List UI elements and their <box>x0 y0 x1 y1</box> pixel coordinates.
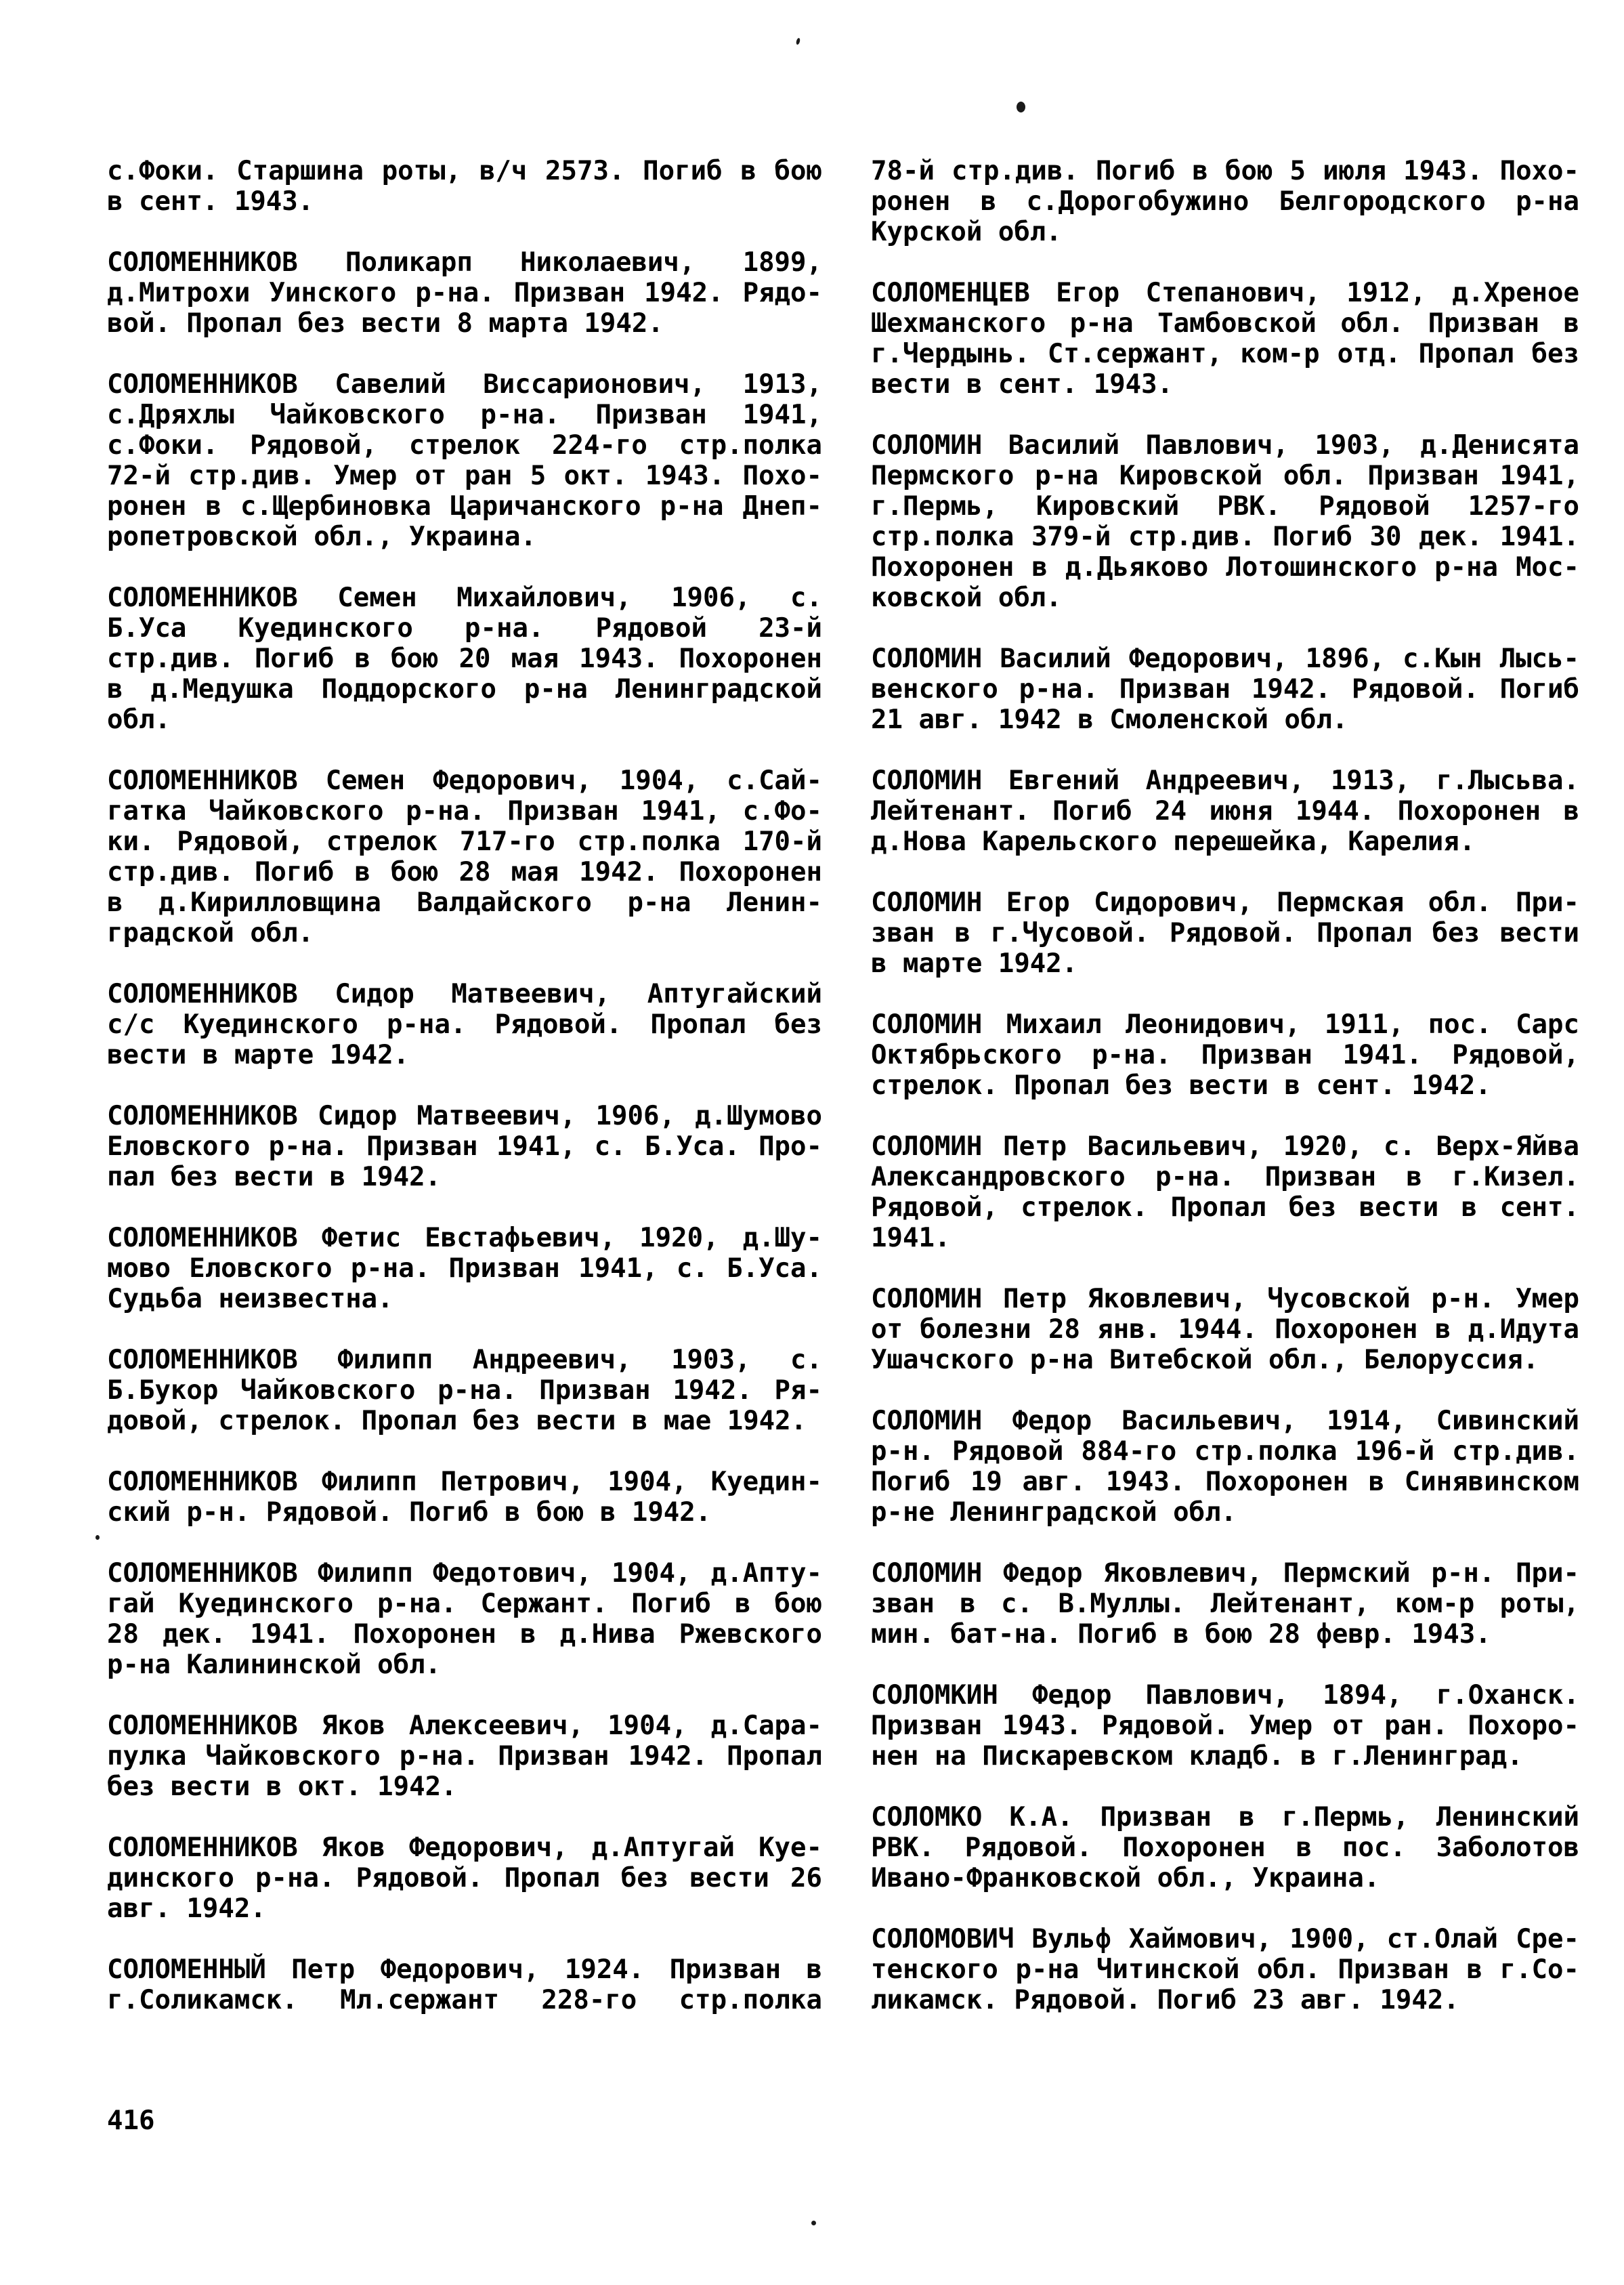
entry-line: Лейтенант. Погиб 24 июня 1944. Похоронен в <box>871 796 1579 826</box>
entry-line: 21 авг. 1942 в Смоленской обл. <box>871 705 1348 735</box>
entry-line: СОЛОМИН Федор Васильевич, 1914, Сивинский <box>871 1406 1579 1436</box>
entry-line: Ивано-Франковской обл., Украина. <box>871 1863 1380 1893</box>
entry-line: ки. Рядовой, стрелок 717-го стр.полка 170-й <box>107 826 822 857</box>
entry-line: Ушачского р-на Витебской обл., Белоруссия. <box>871 1345 1539 1375</box>
entry-line: в марте 1942. <box>871 948 1078 979</box>
entry-line: с.Фоки. Рядовой, стрелок 224-го стр.полка <box>107 430 822 461</box>
entry-line: Октябрьского р-на. Призван 1941. Рядовой, <box>871 1040 1579 1070</box>
entry-line: р-не Ленинградской обл. <box>871 1497 1237 1528</box>
entry-line: г.Пермь, Кировский РВК. Рядовой 1257-го <box>871 491 1579 522</box>
entry-line: Александровского р-на. Призван в г.Кизел. <box>871 1162 1579 1192</box>
memorial-entry <box>107 1101 822 1192</box>
entry-line: вой. Пропал без вести 8 марта 1942. <box>107 308 664 339</box>
entry-line: довой, стрелок. Пропал без вести в мае 1942. <box>107 1406 807 1436</box>
entry-line: зван в г.Чусовой. Рядовой. Пропал без вести <box>871 918 1579 948</box>
entry-line: СОЛОМИН Егор Сидорович, Пермская обл. При- <box>871 887 1579 918</box>
memorial-entry <box>107 1832 822 1924</box>
entry-line: без вести в окт. 1942. <box>107 1772 457 1802</box>
entry-line: обл. <box>107 705 171 735</box>
entry-line: СОЛОМЕННИКОВ Филипп Федотович, 1904, д.Апту- <box>107 1558 822 1589</box>
memorial-entry <box>107 583 822 735</box>
entry-line: СОЛОМЕННИКОВ Сидор Матвеевич, 1906, д.Шумово <box>107 1101 822 1131</box>
memorial-entry <box>871 766 1579 857</box>
memorial-entry <box>107 766 822 948</box>
entry-line: динского р-на. Рядовой. Пропал без вести 26 <box>107 1863 822 1893</box>
entry-line: авг. 1942. <box>107 1893 266 1924</box>
entry-line: Погиб 19 авг. 1943. Похоронен в Синявинском <box>871 1467 1579 1497</box>
memorial-entry <box>871 430 1579 613</box>
entry-line: тенского р-на Читинской обл. Призван в г.Со- <box>871 1954 1579 1985</box>
entry-line: ронен в с.Дорогобужино Белгородского р-на <box>871 186 1579 217</box>
memorial-entry <box>107 979 822 1070</box>
entry-line: в сент. 1943. <box>107 186 314 217</box>
entry-line: СОЛОМЕНЦЕВ Егор Степанович, 1912, д.Хреное <box>871 278 1579 308</box>
entry-line: СОЛОМКО К.А. Призван в г.Пермь, Ленинский <box>871 1802 1579 1832</box>
entry-line: Судьба неизвестна. <box>107 1284 393 1314</box>
memorial-entry <box>871 887 1579 979</box>
entry-line: СОЛОМИН Василий Федорович, 1896, с.Кын Лысь- <box>871 644 1579 674</box>
entry-line: СОЛОМЕННИКОВ Савелий Виссарионович, 1913, <box>107 369 822 400</box>
entry-line: в д.Кирилловщина Валдайского р-на Ленин- <box>107 887 822 918</box>
entry-line: стрелок. Пропал без вести в сент. 1942. <box>871 1070 1491 1101</box>
memorial-entry <box>871 1406 1579 1528</box>
entry-line: стр.див. Погиб в бою 20 мая 1943. Похоронен <box>107 644 822 674</box>
entry-line: от болезни 28 янв. 1944. Похоронен в д.Идута <box>871 1314 1579 1345</box>
entry-line: мин. бат-на. Погиб в бою 28 февр. 1943. <box>871 1619 1491 1650</box>
entry-line: Б.Уса Куединского р-на. Рядовой 23-й <box>107 613 822 644</box>
entry-line: Похоронен в д.Дьяково Лотошинского р-на Мос- <box>871 552 1579 583</box>
entry-line: СОЛОМИН Петр Яковлевич, Чусовской р-н. Умер <box>871 1284 1579 1314</box>
entry-line: Шехманского р-на Тамбовской обл. Призван в <box>871 308 1579 339</box>
memorial-entry <box>871 1680 1579 1772</box>
memorial-entry <box>107 1223 822 1314</box>
text-column-right <box>871 156 1579 2015</box>
entry-line: мово Еловского р-на. Призван 1941, с. Б.Уса. <box>107 1253 822 1284</box>
entry-line: СОЛОМОВИЧ Вульф Хаймович, 1900, ст.Олай Сре- <box>871 1924 1579 1954</box>
ink-speck <box>95 1535 100 1540</box>
memorial-entry <box>107 1954 822 2015</box>
entry-line: СОЛОМЕННИКОВ Фетис Евстафьевич, 1920, д.Шу- <box>107 1223 822 1253</box>
entry-line: пулка Чайковского р-на. Призван 1942. Пропал <box>107 1741 822 1772</box>
memorial-entry <box>871 1802 1579 1893</box>
entry-line: с/с Куединского р-на. Рядовой. Пропал без <box>107 1009 822 1040</box>
entry-line: 72-й стр.див. Умер от ран 5 окт. 1943. Похо- <box>107 461 822 491</box>
memorial-entry <box>107 1558 822 1680</box>
entry-line: СОЛОМИН Федор Яковлевич, Пермский р-н. При- <box>871 1558 1579 1589</box>
entry-line: СОЛОМЕННИКОВ Семен Федорович, 1904, с.Сай- <box>107 766 822 796</box>
entry-line: СОЛОМЕННИКОВ Семен Михайлович, 1906, с. <box>107 583 822 613</box>
memorial-entry <box>107 156 822 217</box>
entry-line: вести в сент. 1943. <box>871 369 1174 400</box>
entry-line: 78-й стр.див. Погиб в бою 5 июля 1943. Похо- <box>871 156 1579 186</box>
entry-line: ский р-н. Рядовой. Погиб в бою в 1942. <box>107 1497 712 1528</box>
text-column-left <box>107 156 822 2015</box>
memorial-entry <box>871 278 1579 400</box>
memorial-entry <box>871 156 1579 247</box>
entry-line: ропетровской обл., Украина. <box>107 522 536 552</box>
memorial-entry <box>107 1467 822 1528</box>
entry-line: ковской обл. <box>871 583 1062 613</box>
entry-line: с.Фоки. Старшина роты, в/ч 2573. Погиб в бою <box>107 156 822 186</box>
ink-speck <box>796 38 800 45</box>
memorial-entry <box>871 1924 1579 2015</box>
entry-line: СОЛОМИН Петр Васильевич, 1920, с. Верх-Яйва <box>871 1131 1579 1162</box>
entry-line: СОЛОМЕННЫЙ Петр Федорович, 1924. Призван в <box>107 1954 822 1985</box>
entry-line: СОЛОМЕННИКОВ Яков Федорович, д.Аптугай Куе- <box>107 1832 822 1863</box>
entry-line: д.Нова Карельского перешейка, Карелия. <box>871 826 1476 857</box>
entry-line: СОЛОМЕННИКОВ Яков Алексеевич, 1904, д.Сара- <box>107 1711 822 1741</box>
entry-line: Еловского р-на. Призван 1941, с. Б.Уса. Про- <box>107 1131 822 1162</box>
entry-line: вести в марте 1942. <box>107 1040 410 1070</box>
memorial-entry <box>107 1345 822 1436</box>
memorial-entry <box>107 369 822 552</box>
entry-line: градской обл. <box>107 918 314 948</box>
ink-speck <box>1017 102 1025 112</box>
entry-line: СОЛОМЕННИКОВ Сидор Матвеевич, Аптугайский <box>107 979 822 1009</box>
entry-line: Рядовой, стрелок. Пропал без вести в сент. <box>871 1192 1579 1223</box>
memorial-entry <box>871 1558 1579 1650</box>
memorial-entry <box>871 1009 1579 1101</box>
memorial-entry <box>871 1131 1579 1253</box>
entry-line: стр.див. Погиб в бою 28 мая 1942. Похоронен <box>107 857 822 887</box>
entry-line: СОЛОМЕННИКОВ Поликарп Николаевич, 1899, <box>107 247 822 278</box>
entry-line: зван в с. В.Муллы. Лейтенант, ком-р роты, <box>871 1589 1579 1619</box>
entry-line: СОЛОМИН Михаил Леонидович, 1911, пос. Сарс <box>871 1009 1579 1040</box>
ink-speck <box>811 2221 816 2225</box>
entry-line: венского р-на. Призван 1942. Рядовой. Погиб <box>871 674 1579 705</box>
entry-line: г.Чердынь. Ст.сержант, ком-р отд. Пропал без <box>871 339 1579 369</box>
entry-line: СОЛОМКИН Федор Павлович, 1894, г.Оханск. <box>871 1680 1579 1711</box>
entry-line: Б.Букор Чайковского р-на. Призван 1942. Ря- <box>107 1375 822 1406</box>
page-number: 416 <box>107 2105 155 2136</box>
entry-line: с.Дряхлы Чайковского р-на. Призван 1941, <box>107 400 822 430</box>
entry-line: Призван 1943. Рядовой. Умер от ран. Похоро- <box>871 1711 1579 1741</box>
entry-line: стр.полка 379-й стр.див. Погиб 30 дек. 1941. <box>871 522 1579 552</box>
entry-line: гатка Чайковского р-на. Призван 1941, с.Фо- <box>107 796 822 826</box>
entry-line: д.Митрохи Уинского р-на. Призван 1942. Рядо- <box>107 278 822 308</box>
memorial-entry <box>107 1711 822 1802</box>
entry-line: ликамск. Рядовой. Погиб 23 авг. 1942. <box>871 1985 1459 2015</box>
entry-line: гай Куединского р-на. Сержант. Погиб в бою <box>107 1589 822 1619</box>
entry-line: 28 дек. 1941. Похоронен в д.Нива Ржевского <box>107 1619 822 1650</box>
entry-line: в д.Медушка Поддорского р-на Ленинградской <box>107 674 822 705</box>
entry-line: р-на Калининской обл. <box>107 1650 442 1680</box>
entry-line: СОЛОМИН Василий Павлович, 1903, д.Денисята <box>871 430 1579 461</box>
entry-line: р-н. Рядовой 884-го стр.полка 196-й стр.див. <box>871 1436 1579 1467</box>
entry-line: СОЛОМИН Евгений Андреевич, 1913, г.Лысьва. <box>871 766 1579 796</box>
entry-line: РВК. Рядовой. Похоронен в пос. Заболотов <box>871 1832 1579 1863</box>
entry-line: ронен в с.Щербиновка Царичанского р-на Днеп- <box>107 491 822 522</box>
entry-line: СОЛОМЕННИКОВ Филипп Петрович, 1904, Куедин- <box>107 1467 822 1497</box>
entry-line: СОЛОМЕННИКОВ Филипп Андреевич, 1903, с. <box>107 1345 822 1375</box>
entry-line: 1941. <box>871 1223 951 1253</box>
entry-line: Пермского р-на Кировской обл. Призван 1941, <box>871 461 1579 491</box>
memorial-entry <box>871 1284 1579 1375</box>
entry-line: г.Соликамск. Мл.сержант 228-го стр.полка <box>107 1985 822 2015</box>
entry-line: пал без вести в 1942. <box>107 1162 442 1192</box>
entry-line: Курской обл. <box>871 217 1062 247</box>
memorial-entry <box>107 247 822 339</box>
memorial-entry <box>871 644 1579 735</box>
entry-line: нен на Пискаревском кладб. в г.Ленинград. <box>871 1741 1523 1772</box>
